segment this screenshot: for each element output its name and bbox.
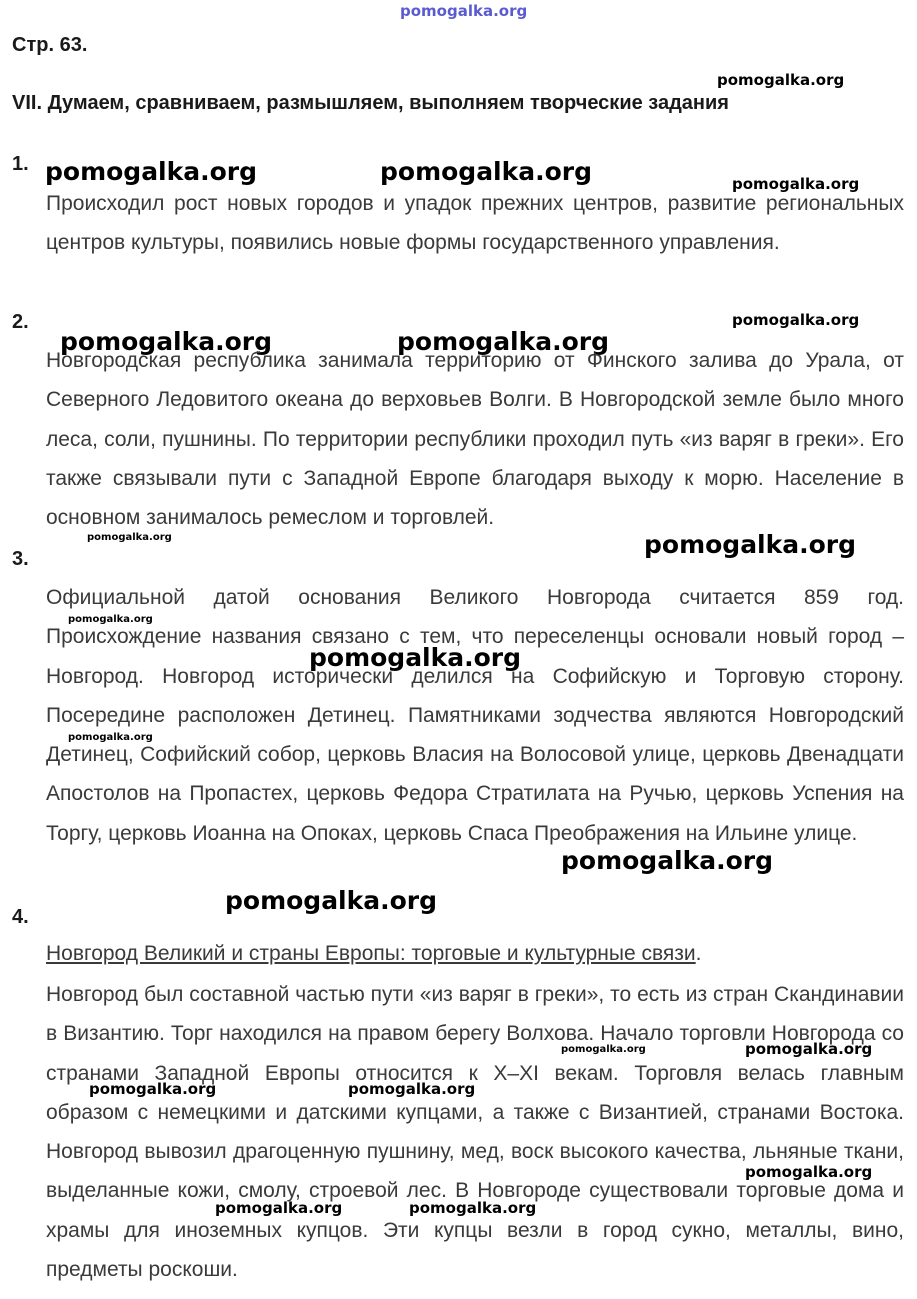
item-text: Новгород был составной частью пути «из варяг в греки», то есть из стран Скандинавии в Византию. Торг находился на правом берегу Волхова. Начало торговли Новгорода со странами Западной Европы относится к X–XI векам. Торговля велась главным образом с немецкими и датскими купцами, а также с Византией, странами Востока. Новгород вывозил драгоценную пушнину, мед, воск высокого качества, льняные ткани, выделанные кожи, смолу, строевой лес. В Новгороде существовали торговые дома и храмы для иноземных купцов. Эти купцы везли в город сукно, металлы, вино, предметы роскоши. xyxy=(46,983,904,1282)
item-title: Новгород Великий и страны Европы: торговые и культурные связи xyxy=(46,942,696,965)
item-text: Новгородская республика занимала территорию от Финского залива до Урала, от Северного Ледовитого океана до верховьев Волги. В Новгородской земле было много леса, соли, пушнины. По территории республики проходил путь «из варяг в греки». Его также связывали пути с Западной Европе благодаря выходу к морю. Население в основном занималось ремеслом и торговлей. xyxy=(46,349,904,530)
item-title-line xyxy=(46,942,702,966)
watermark: pomogalka.org xyxy=(745,1040,873,1058)
item-number: 1. xyxy=(12,153,29,175)
item-text: Официальной датой основания Великого Новгорода считается 859 год. Происхождение названия связано с тем, что переселенцы основали новый город – Новгород. Новгород исторически делился на Софийскую и Торговую сторону. Посередине расположен Детинец. Памятниками зодчества являются Новгородский Детинец, Софийский собор, церковь Власия на Волосовой улице, церковь Двенадцати Апостолов на Пропастех, церковь Федора Стратилата на Ручью, церковь Успения на Торгу, церковь Иоанна на Опоках, церковь Спаса Преображения на Ильине улице. xyxy=(46,586,904,845)
section-title: VII. Думаем, сравниваем, размышляем, выполняем творческие задания xyxy=(12,92,729,114)
item-text: Происходил рост новых городов и упадок прежних центров, развитие региональных центров культуры, появились новые формы государственного управления. xyxy=(46,192,904,255)
watermark: pomogalka.org xyxy=(409,1199,537,1217)
watermark: pomogalka.org xyxy=(348,1080,476,1098)
watermark: pomogalka.org xyxy=(309,643,522,672)
item-number: 3. xyxy=(12,548,29,570)
watermark: pomogalka.org xyxy=(68,732,153,743)
watermark: pomogalka.org xyxy=(215,1199,343,1217)
watermark: pomogalka.org xyxy=(644,530,857,559)
watermark: pomogalka.org xyxy=(225,886,438,915)
item-title-suffix: . xyxy=(695,942,702,965)
watermark: pomogalka.org xyxy=(745,1163,873,1181)
watermark: pomogalka.org xyxy=(561,846,774,875)
page-label: Стр. 63. xyxy=(12,34,88,56)
watermark: pomogalka.org xyxy=(561,1044,646,1055)
watermark: pomogalka.org xyxy=(732,311,860,329)
watermark: pomogalka.org xyxy=(45,157,258,186)
watermark: pomogalka.org xyxy=(89,1080,217,1098)
item-number: 2. xyxy=(12,311,29,333)
watermark: pomogalka.org xyxy=(717,71,845,89)
item-number: 4. xyxy=(12,906,29,928)
watermark: pomogalka.org xyxy=(60,327,273,356)
watermark-top: pomogalka.org xyxy=(400,2,528,20)
watermark: pomogalka.org xyxy=(380,157,593,186)
watermark: pomogalka.org xyxy=(68,614,153,625)
watermark: pomogalka.org xyxy=(732,175,860,193)
watermark: pomogalka.org xyxy=(87,532,172,543)
watermark: pomogalka.org xyxy=(397,327,610,356)
